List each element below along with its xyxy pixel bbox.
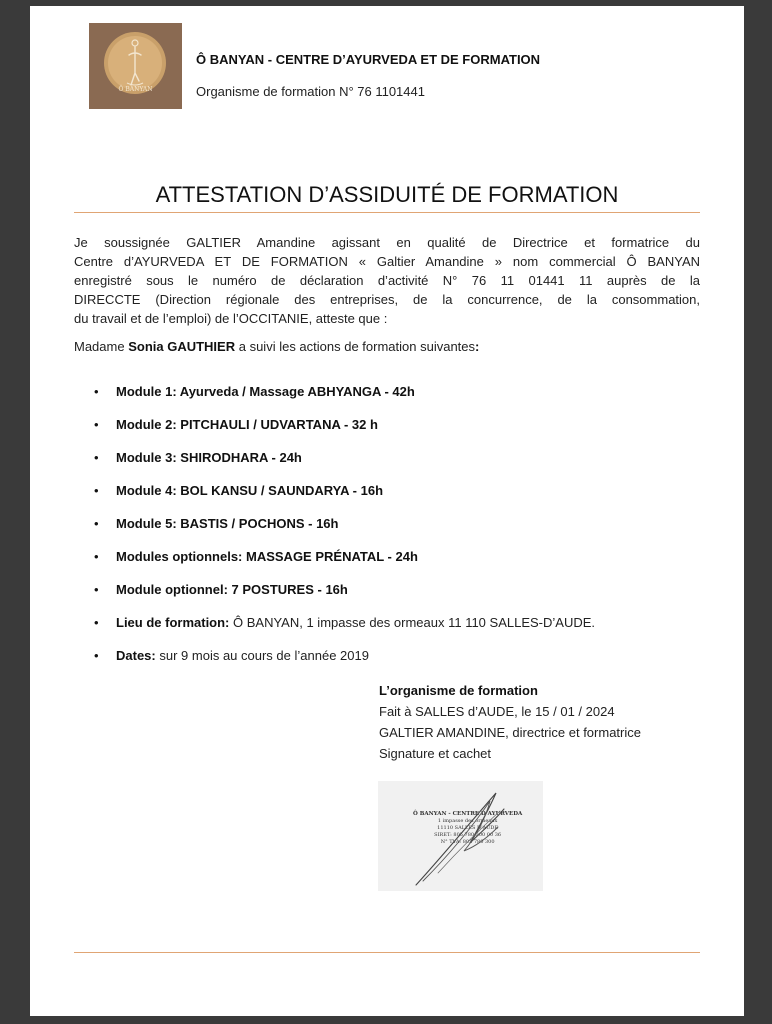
signatory: GALTIER AMANDINE, directrice et formatrice: [379, 725, 641, 740]
item-detail: Ô BANYAN, 1 impasse des ormeaux 11 110 SALLES-D’AUDE.: [233, 615, 596, 630]
list-item: [94, 382, 595, 415]
bullet-icon: •: [94, 516, 99, 531]
signature-heading: L’organisme de formation: [379, 683, 538, 698]
list-item: [94, 547, 595, 580]
list-item: [94, 415, 595, 448]
list-item: [94, 613, 595, 646]
stamp-line: Ô BANYAN - CENTRE D’AYURVEDA: [413, 811, 523, 817]
item-label: Dates:: [116, 648, 156, 663]
madame-prefix: Madame: [74, 339, 125, 354]
item-label: Modules optionnels: MASSAGE PRÉNATAL - 24h: [116, 549, 418, 564]
trainee-statement: [74, 339, 479, 354]
list-item: [94, 646, 595, 679]
title-divider: [74, 212, 700, 213]
list-item: [94, 481, 595, 514]
trainee-name: Sonia GAUTHIER: [128, 339, 236, 354]
list-item: [94, 514, 595, 547]
logo-caption: Ô BANYAN: [118, 86, 153, 93]
signature-label: Signature et cachet: [379, 746, 492, 761]
item-label: Module 5: BASTIS / POCHONS - 16h: [116, 516, 339, 531]
list-item: [94, 580, 595, 613]
bullet-icon: •: [94, 483, 99, 498]
item-label: Module 3: SHIRODHARA - 24h: [116, 450, 302, 465]
bullet-icon: •: [94, 648, 99, 663]
stamp-line: N° TVA: 805 780 300: [440, 839, 495, 845]
intro-line: Je soussignée GALTIER Amandine agissant en qualité de Directrice et formatrice du: [74, 235, 700, 250]
item-label: Module 1: Ayurveda / Massage ABHYANGA - 42h: [116, 384, 415, 399]
intro-line: DIRECCTE (Direction régionale des entreprises, de la concurrence, de la consommation,: [74, 292, 700, 307]
intro-line: Centre d’AYURVEDA ET DE FORMATION « Galtier Amandine » nom commercial Ô BANYAN: [74, 254, 700, 269]
list-item: [94, 448, 595, 481]
signature-block: [379, 680, 641, 764]
bullet-icon: •: [94, 417, 99, 432]
organization-number: Organisme de formation N° 76 1101441: [196, 84, 425, 99]
signature-stamp-image: [378, 781, 543, 891]
stamp-line: SIRET: 805 780 300 00 36: [434, 832, 502, 838]
item-label: Module 4: BOL KANSU / SAUNDARYA - 16h: [116, 483, 384, 498]
modules-list: [94, 382, 595, 679]
bullet-icon: •: [94, 549, 99, 564]
bullet-icon: •: [94, 384, 99, 399]
bullet-icon: •: [94, 582, 99, 597]
intro-paragraph: [74, 233, 700, 328]
document-page: [30, 6, 744, 1016]
item-label: Module optionnel: 7 POSTURES - 16h: [116, 582, 348, 597]
stamp-line: 1 impasse des ormeaux: [437, 818, 498, 824]
document-title: ATTESTATION D’ASSIDUITÉ DE FORMATION: [155, 182, 619, 207]
bullet-icon: •: [94, 615, 99, 630]
banyan-logo: [89, 23, 182, 109]
intro-line: du travail et de l’emploi) de l’OCCITANIE, atteste que :: [74, 311, 388, 326]
organization-name: Ô BANYAN - CENTRE D’AYURVEDA ET DE FORMATION: [196, 52, 541, 67]
item-label: Lieu de formation:: [116, 615, 230, 630]
handwritten-signature: [378, 781, 543, 891]
bullet-icon: •: [94, 450, 99, 465]
item-label: Module 2: PITCHAULI / UDVARTANA - 32 h: [116, 417, 378, 432]
madame-colon: :: [475, 339, 480, 354]
intro-line: enregistré sous le numéro de déclaration d’activité N° 76 11 01441 11 auprès de la: [74, 273, 700, 288]
madame-suffix: a suivi les actions de formation suivantes: [238, 339, 476, 354]
item-detail: sur 9 mois au cours de l’année 2019: [159, 648, 369, 663]
stamp-line: 11110 SALLES D’AUDE: [437, 825, 499, 831]
footer-divider: [74, 952, 700, 953]
place-date: Fait à SALLES d’AUDE, le 15 / 01 / 2024: [379, 704, 615, 719]
